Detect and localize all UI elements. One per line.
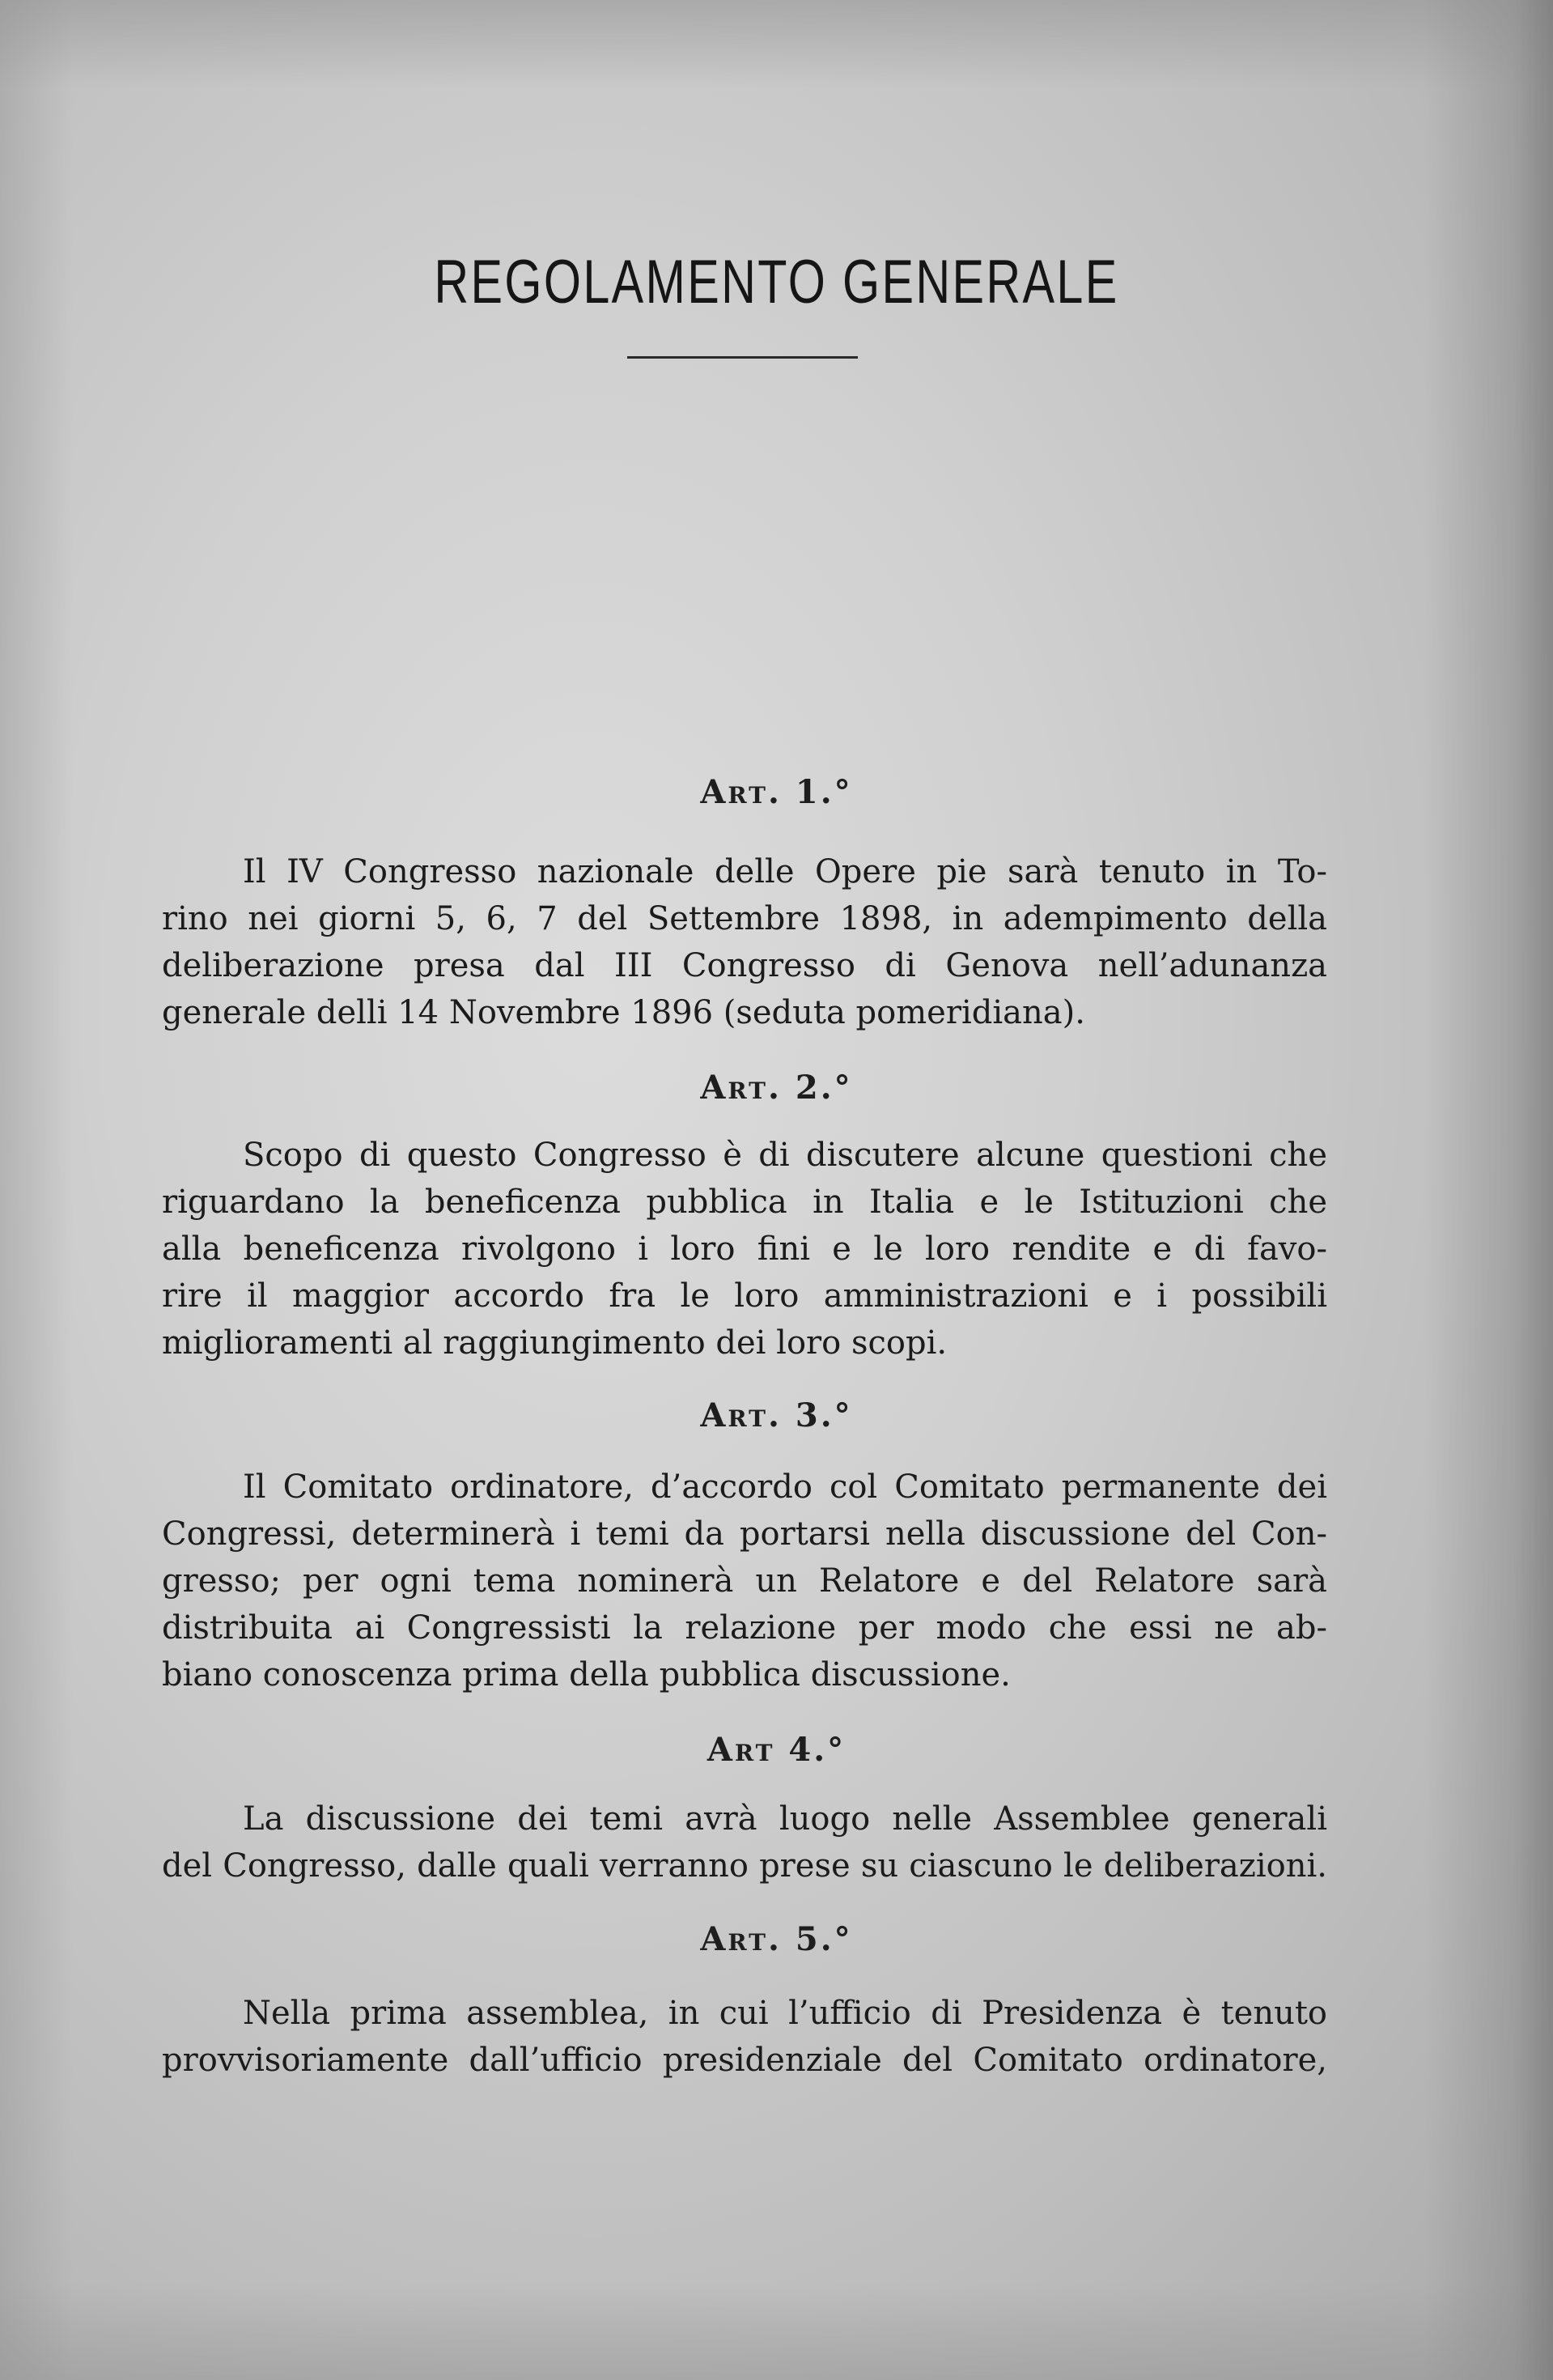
article-1-line: generale delli 14 Novembre 1896 (seduta pomeridiana).: [162, 994, 1085, 1031]
article-2-line: riguardano la beneficenza pubblica in Italia e le Istituzioni che: [162, 1184, 1327, 1221]
article-1-line: Il IV Congresso nazionale delle Opere pie sarà tenuto in To-: [243, 853, 1327, 890]
article-2-line: rire il maggior accordo fra le loro amministrazioni e i possibili: [162, 1277, 1327, 1315]
page-shadow-left: [0, 0, 73, 2380]
page-shadow-bottom: [0, 2283, 1553, 2380]
article-2-heading: Art. 2.°: [700, 1069, 853, 1107]
article-5-line: provvisoriamente dall’ufficio presidenziale del Comitato ordinatore,: [162, 2042, 1327, 2079]
page-shadow-top: [0, 0, 1553, 89]
article-5-heading: Art. 5.°: [700, 1920, 853, 1958]
article-5-text: [162, 1990, 1327, 2084]
article-2-line: miglioramenti al raggiungimento dei loro scopi.: [162, 1324, 948, 1362]
document-title: REGOLAMENTO GENERALE: [434, 248, 1119, 317]
article-4-text: [162, 1796, 1327, 1889]
article-3-line: gresso; per ogni tema nominerà un Relatore e del Relatore sarà: [162, 1562, 1327, 1600]
article-2-line: alla beneficenza rivolgono i loro fini e le loro rendite e di favo-: [162, 1230, 1327, 1268]
article-5-line: Nella prima assemblea, in cui l’ufficio di Presidenza è tenuto: [243, 1995, 1327, 2032]
article-1-text: [162, 848, 1327, 1036]
article-4-line: del Congresso, dalle quali verranno prese su ciascuno le deliberazioni.: [162, 1847, 1327, 1885]
page-shadow-right: [1424, 0, 1553, 2380]
title-rule: [627, 356, 858, 359]
article-1-heading: Art. 1.°: [700, 773, 853, 811]
article-3-line: biano conoscenza prima della pubblica discussione.: [162, 1656, 1011, 1694]
article-3-line: Il Comitato ordinatore, d’accordo col Comitato permanente dei: [243, 1468, 1327, 1506]
article-2-text: [162, 1132, 1327, 1366]
article-3-line: distribuita ai Congressisti la relazione per modo che essi ne ab-: [162, 1609, 1327, 1647]
article-1-line: rino nei giorni 5, 6, 7 del Settembre 1898, in adempimento della: [162, 900, 1327, 937]
article-2-line: Scopo di questo Congresso è di discutere alcune questioni che: [243, 1137, 1327, 1174]
article-4-line: La discussione dei temi avrà luogo nelle Assemblee generali: [243, 1800, 1327, 1838]
article-1-line: deliberazione presa dal III Congresso di Genova nell’adunanza: [162, 947, 1327, 984]
article-3-heading: Art. 3.°: [700, 1396, 853, 1434]
article-3-text: [162, 1464, 1327, 1698]
article-4-heading: Art 4.°: [706, 1731, 847, 1769]
article-3-line: Congressi, determinerà i temi da portarsi nella discussione del Con-: [162, 1515, 1327, 1553]
